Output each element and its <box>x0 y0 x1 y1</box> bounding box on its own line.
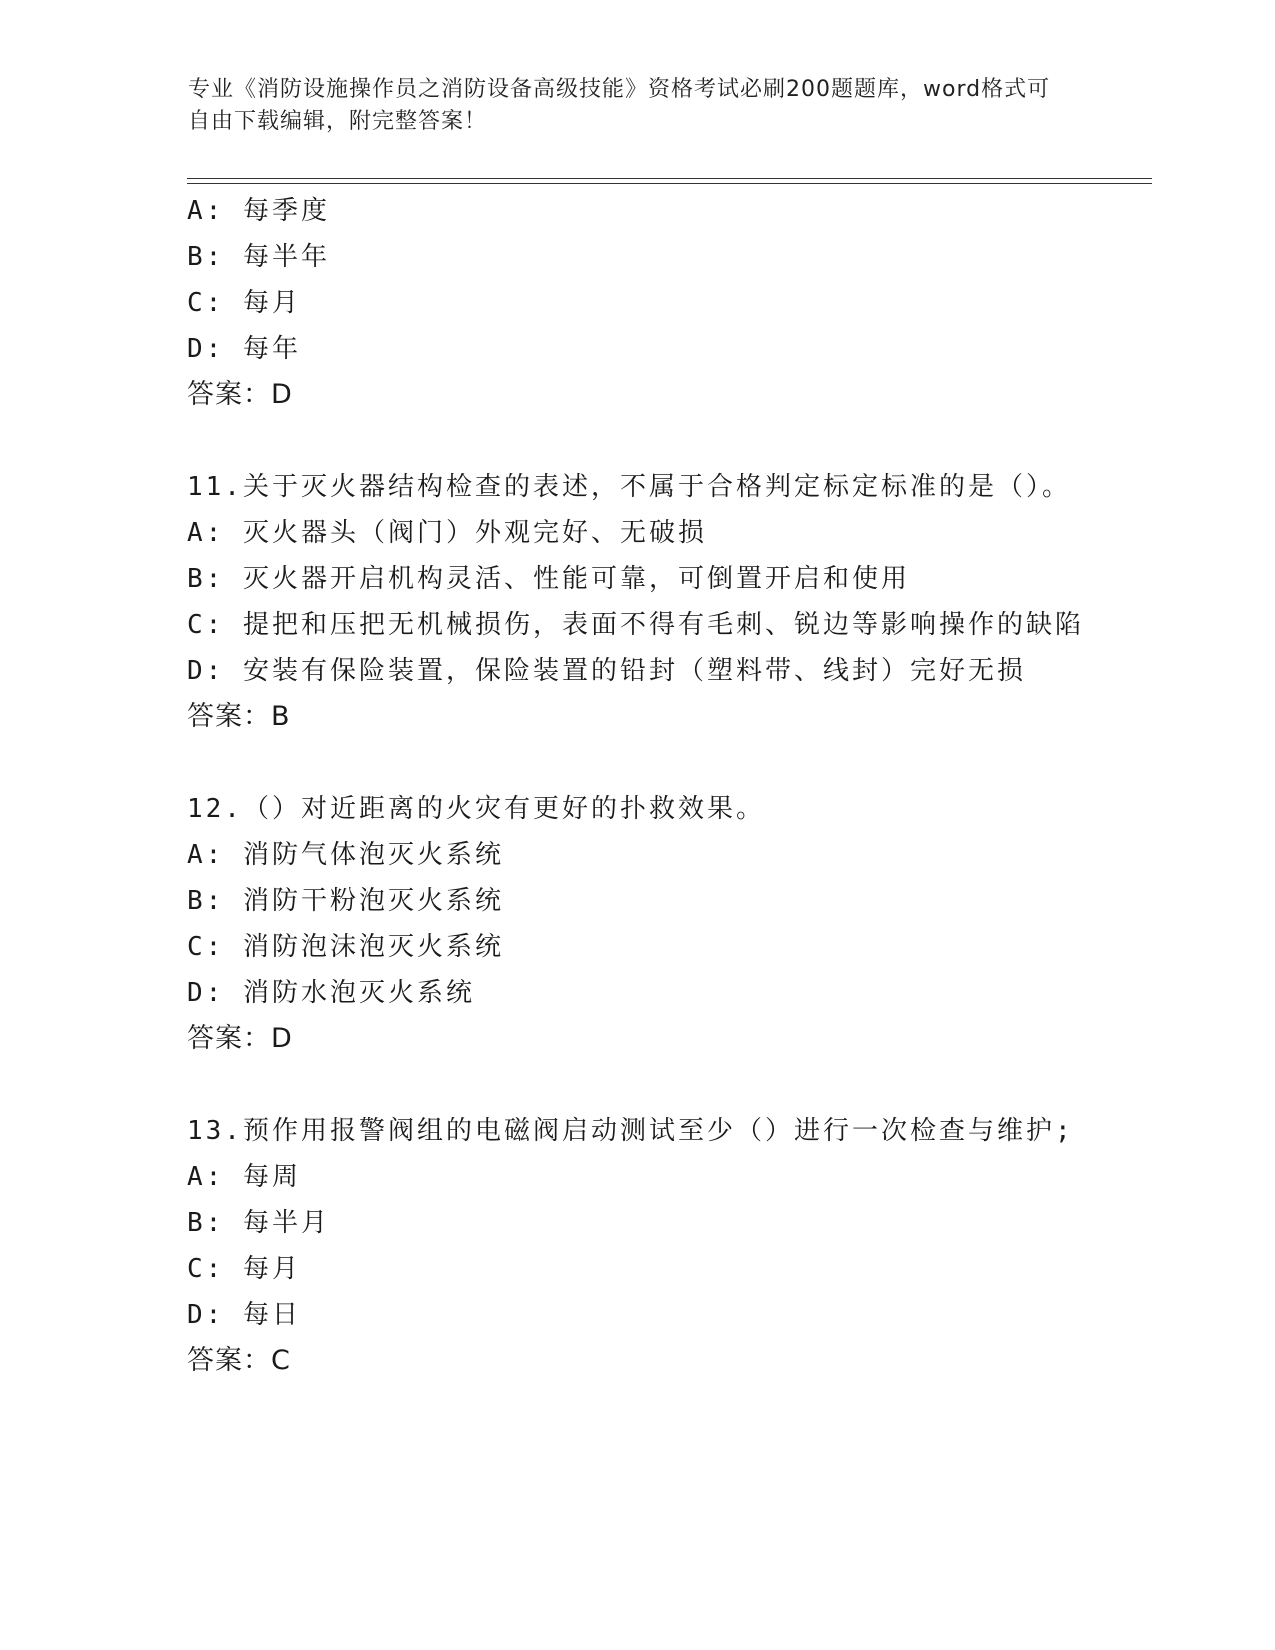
option-d: D: 安装有保险装置，保险装置的铅封（塑料带、线封）完好无损 <box>187 656 1026 686</box>
option-b: B: 消防干粉泡灭火系统 <box>187 886 504 916</box>
option-d: D: 每年 <box>187 334 301 364</box>
answer: 答案：C <box>187 1345 291 1376</box>
spacer <box>187 740 1147 786</box>
option-a: A: 消防气体泡灭火系统 <box>187 840 504 870</box>
spacer <box>187 418 1147 464</box>
option-b: B: 每半年 <box>187 242 330 272</box>
question-stem: 11.关于灭火器结构检查的表述，不属于合格判定标定标准的是（）。 <box>187 472 1071 502</box>
question-stem: 13.预作用报警阀组的电磁阀启动测试至少（）进行一次检查与维护; <box>187 1116 1074 1146</box>
answer: 答案：D <box>187 379 293 410</box>
option-b: B: 灭火器开启机构灵活、性能可靠，可倒置开启和使用 <box>187 564 910 594</box>
option-c: C: 每月 <box>187 288 301 318</box>
answer: 答案：B <box>187 701 291 732</box>
option-c: C: 每月 <box>187 1254 301 1284</box>
option-c: C: 消防泡沫泡灭火系统 <box>187 932 504 962</box>
header-divider-bottom <box>187 183 1152 184</box>
option-d: D: 消防水泡灭火系统 <box>187 978 475 1008</box>
answer: 答案：D <box>187 1023 293 1054</box>
document-header: 专业《消防设施操作员之消防设备高级技能》资格考试必刷200题题库，word格式可自由下载编辑，附完整答案！ <box>188 77 1051 134</box>
option-c: C: 提把和压把无机械损伤，表面不得有毛刺、锐边等影响操作的缺陷 <box>187 610 1084 640</box>
option-a: A: 灭火器头（阀门）外观完好、无破损 <box>187 518 707 548</box>
option-a: A: 每季度 <box>187 196 330 226</box>
header-divider-top <box>187 178 1152 179</box>
question-11 <box>187 464 1147 740</box>
option-b: B: 每半月 <box>187 1208 330 1238</box>
question-13 <box>187 1108 1147 1384</box>
option-a: A: 每周 <box>187 1162 301 1192</box>
document-body <box>187 188 1147 1384</box>
question-12 <box>187 786 1147 1062</box>
option-d: D: 每日 <box>187 1300 301 1330</box>
question-10-continued <box>187 188 1147 418</box>
spacer <box>187 1062 1147 1108</box>
question-stem: 12.（）对近距离的火灾有更好的扑救效果。 <box>187 794 765 824</box>
